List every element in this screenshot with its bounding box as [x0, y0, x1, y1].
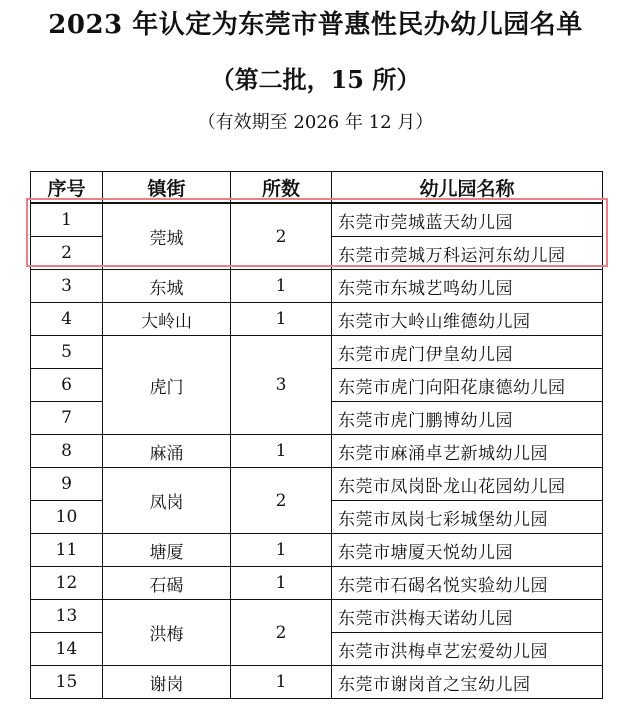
- cell-town: 莞城: [103, 203, 231, 270]
- cell-count: 1: [231, 567, 332, 600]
- cell-count: 1: [231, 666, 332, 699]
- document-title: 2023 年认定为东莞市普惠性民办幼儿园名单: [48, 10, 583, 40]
- cell-kindergarten-name: 东莞市石碣名悦实验幼儿园: [332, 567, 603, 600]
- cell-town: 虎门: [103, 336, 231, 435]
- cell-kindergarten-name: 东莞市塘厦天悦幼儿园: [332, 534, 603, 567]
- header-seq: 序号: [31, 172, 103, 204]
- table-row: [31, 203, 603, 237]
- header-count: 所数: [231, 172, 332, 204]
- cell-seq: 5: [31, 336, 103, 369]
- cell-town: 谢岗: [103, 666, 231, 699]
- cell-seq: 3: [31, 270, 103, 303]
- cell-seq: 9: [31, 468, 103, 501]
- cell-seq: 6: [31, 369, 103, 402]
- cell-count: 1: [231, 270, 332, 303]
- cell-count: 2: [231, 468, 332, 534]
- cell-kindergarten-name: 东莞市麻涌卓艺新城幼儿园: [332, 435, 603, 468]
- kindergarten-table: [30, 171, 603, 699]
- table-header-row: [31, 172, 603, 204]
- header-name: 幼儿园名称: [332, 172, 603, 204]
- table-row: [31, 270, 603, 303]
- cell-kindergarten-name: 东莞市莞城万科运河东幼儿园: [332, 237, 603, 270]
- cell-kindergarten-name: 东莞市莞城蓝天幼儿园: [332, 203, 603, 237]
- table-row: [31, 336, 603, 369]
- cell-kindergarten-name: 东莞市洪梅天诺幼儿园: [332, 600, 603, 633]
- cell-seq: 12: [31, 567, 103, 600]
- cell-town: 东城: [103, 270, 231, 303]
- table-row: [31, 600, 603, 633]
- cell-seq: 1: [31, 203, 103, 237]
- cell-seq: 13: [31, 600, 103, 633]
- cell-town: 塘厦: [103, 534, 231, 567]
- cell-kindergarten-name: 东莞市谢岗首之宝幼儿园: [332, 666, 603, 699]
- cell-kindergarten-name: 东莞市洪梅卓艺宏爱幼儿园: [332, 633, 603, 666]
- cell-count: 1: [231, 534, 332, 567]
- cell-seq: 8: [31, 435, 103, 468]
- cell-seq: 2: [31, 237, 103, 270]
- cell-count: 1: [231, 303, 332, 336]
- table-row: [31, 435, 603, 468]
- table-row: [31, 468, 603, 501]
- cell-town: 洪梅: [103, 600, 231, 666]
- header-town: 镇街: [103, 172, 231, 204]
- cell-town: 麻涌: [103, 435, 231, 468]
- table-body: [31, 203, 603, 699]
- cell-seq: 10: [31, 501, 103, 534]
- cell-kindergarten-name: 东莞市凤岗七彩城堡幼儿园: [332, 501, 603, 534]
- cell-count: 2: [231, 600, 332, 666]
- cell-kindergarten-name: 东莞市东城艺鸣幼儿园: [332, 270, 603, 303]
- cell-count: 1: [231, 435, 332, 468]
- cell-seq: 7: [31, 402, 103, 435]
- table-row: [31, 567, 603, 600]
- table-row: [31, 666, 603, 699]
- validity-note: （有效期至 2026 年 12 月）: [197, 112, 434, 133]
- cell-kindergarten-name: 东莞市凤岗卧龙山花园幼儿园: [332, 468, 603, 501]
- cell-town: 凤岗: [103, 468, 231, 534]
- document-subtitle: （第二批，15 所）: [210, 65, 421, 94]
- cell-town: 大岭山: [103, 303, 231, 336]
- cell-seq: 4: [31, 303, 103, 336]
- table-row: [31, 534, 603, 567]
- cell-seq: 11: [31, 534, 103, 567]
- cell-count: 3: [231, 336, 332, 435]
- cell-kindergarten-name: 东莞市虎门伊皇幼儿园: [332, 336, 603, 369]
- cell-count: 2: [231, 203, 332, 270]
- table-row: [31, 303, 603, 336]
- cell-seq: 15: [31, 666, 103, 699]
- cell-kindergarten-name: 东莞市虎门鹏博幼儿园: [332, 402, 603, 435]
- cell-kindergarten-name: 东莞市大岭山维德幼儿园: [332, 303, 603, 336]
- cell-kindergarten-name: 东莞市虎门向阳花康德幼儿园: [332, 369, 603, 402]
- cell-seq: 14: [31, 633, 103, 666]
- cell-town: 石碣: [103, 567, 231, 600]
